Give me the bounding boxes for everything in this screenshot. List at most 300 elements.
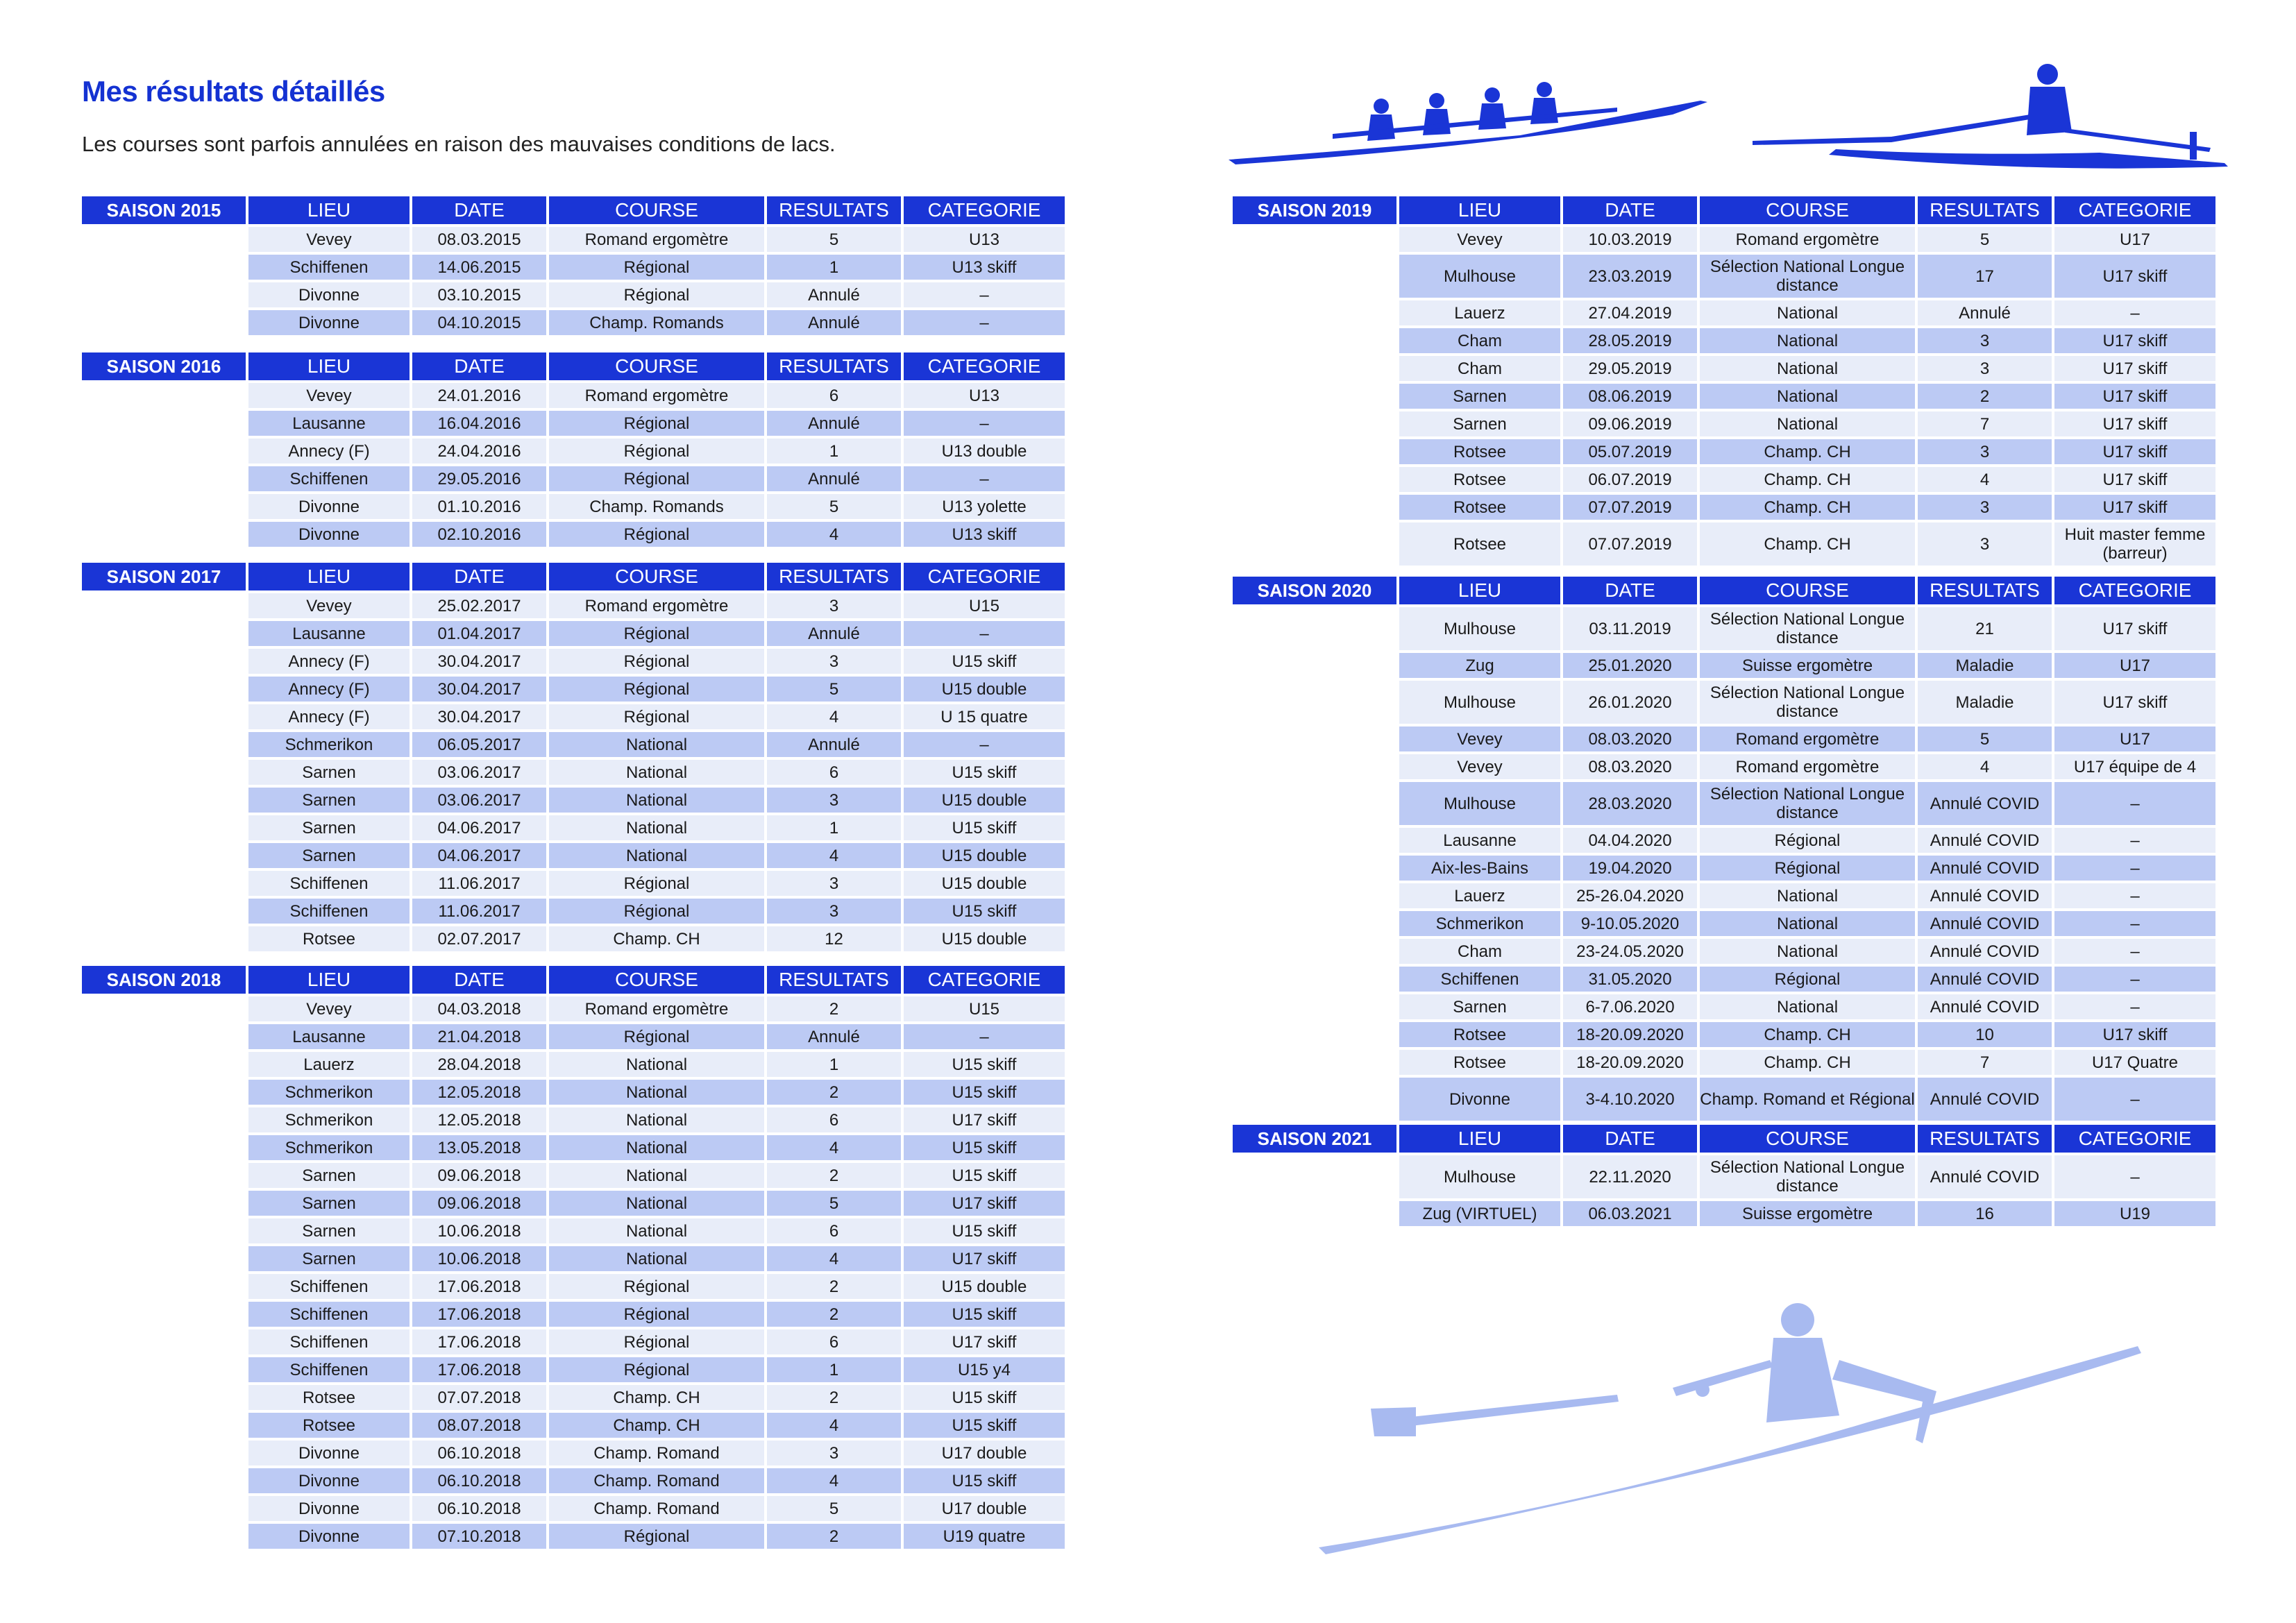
- table-row: [248, 522, 1076, 547]
- cell-resultats: Annulé: [767, 732, 901, 757]
- cell-course: Romand ergomètre: [549, 593, 764, 618]
- table-row: [248, 996, 1076, 1021]
- cell-lieu: Mulhouse: [1399, 255, 1560, 298]
- cell-course: National: [1700, 411, 1915, 436]
- cell-resultats: 4: [767, 1413, 901, 1438]
- cell-categorie: U13 yolette: [904, 494, 1065, 519]
- column-header-categorie: CATEGORIE: [904, 966, 1065, 994]
- cell-date: 06.10.2018: [412, 1496, 546, 1521]
- cell-date: 03.10.2015: [412, 282, 546, 307]
- cell-course: Régional: [549, 1024, 764, 1049]
- cell-date: 07.07.2019: [1563, 495, 1697, 520]
- cell-course: Sélection National Longue distance: [1700, 1155, 1915, 1198]
- cell-course: Régional: [549, 649, 764, 674]
- cell-course: National: [549, 1107, 764, 1132]
- cell-lieu: Sarnen: [248, 815, 410, 840]
- cell-resultats: Annulé COVID: [1918, 1078, 2052, 1121]
- cell-date: 25-26.04.2020: [1563, 883, 1697, 908]
- cell-lieu: Mulhouse: [1399, 1155, 1560, 1198]
- cell-categorie: U17 équipe de 4: [2054, 754, 2215, 779]
- cell-date: 17.06.2018: [412, 1329, 546, 1354]
- cell-lieu: Mulhouse: [1399, 782, 1560, 825]
- cell-date: 10.03.2019: [1563, 227, 1697, 252]
- table-row: [248, 1246, 1076, 1271]
- cell-resultats: 4: [767, 1135, 901, 1160]
- cell-course: National: [549, 1052, 764, 1077]
- cell-lieu: Cham: [1399, 939, 1560, 964]
- column-header-resultats: RESULTATS: [1918, 577, 2052, 604]
- table-row: [1399, 726, 2227, 751]
- cell-lieu: Annecy (F): [248, 677, 410, 702]
- cell-lieu: Schmerikon: [1399, 911, 1560, 936]
- cell-resultats: Annulé: [767, 310, 901, 335]
- table-row: [248, 1191, 1076, 1216]
- table-row: [248, 494, 1076, 519]
- cell-course: Régional: [1700, 856, 1915, 881]
- cell-resultats: Annulé: [767, 282, 901, 307]
- cell-course: National: [1700, 300, 1915, 325]
- column-header-course: COURSE: [1700, 577, 1915, 604]
- cell-course: Romand ergomètre: [1700, 726, 1915, 751]
- cell-date: 27.04.2019: [1563, 300, 1697, 325]
- cell-categorie: U17 skiff: [2054, 328, 2215, 353]
- cell-resultats: 1: [767, 1357, 901, 1382]
- cell-course: National: [1700, 883, 1915, 908]
- cell-lieu: Zug: [1399, 653, 1560, 678]
- cell-categorie: U15 skiff: [904, 1080, 1065, 1105]
- cell-lieu: Divonne: [1399, 1078, 1560, 1121]
- cell-date: 06.07.2019: [1563, 467, 1697, 492]
- cell-resultats: 3: [767, 649, 901, 674]
- cell-lieu: Lausanne: [248, 411, 410, 436]
- table-header: [1233, 196, 2227, 224]
- cell-course: Champ. CH: [1700, 522, 1915, 566]
- cell-resultats: Annulé: [767, 621, 901, 646]
- cell-resultats: 16: [1918, 1201, 2052, 1226]
- table-header: [82, 352, 1076, 380]
- cell-categorie: –: [2054, 782, 2215, 825]
- column-header-resultats: RESULTATS: [767, 352, 901, 380]
- cell-categorie: U13: [904, 383, 1065, 408]
- cell-date: 07.07.2019: [1563, 522, 1697, 566]
- cell-resultats: Annulé COVID: [1918, 1155, 2052, 1198]
- table-row: [248, 704, 1076, 729]
- cell-course: Régional: [549, 466, 764, 491]
- cell-lieu: Divonne: [248, 522, 410, 547]
- cell-lieu: Annecy (F): [248, 704, 410, 729]
- season-label: SAISON 2016: [82, 352, 246, 380]
- cell-course: Sélection National Longue distance: [1700, 255, 1915, 298]
- column-header-lieu: LIEU: [1399, 577, 1560, 604]
- cell-resultats: 1: [767, 439, 901, 464]
- cell-lieu: Divonne: [248, 282, 410, 307]
- season-label: SAISON 2015: [82, 196, 246, 224]
- cell-categorie: –: [2054, 300, 2215, 325]
- column-header-date: DATE: [412, 966, 546, 994]
- cell-categorie: U17 skiff: [2054, 356, 2215, 381]
- column-header-date: DATE: [412, 563, 546, 590]
- cell-date: 19.04.2020: [1563, 856, 1697, 881]
- cell-categorie: U15: [904, 996, 1065, 1021]
- cell-course: National: [549, 1246, 764, 1271]
- table-row: [248, 1274, 1076, 1299]
- cell-date: 17.06.2018: [412, 1274, 546, 1299]
- column-header-resultats: RESULTATS: [767, 563, 901, 590]
- cell-course: Régional: [549, 704, 764, 729]
- table-row: [1399, 828, 2227, 853]
- table-row: [248, 732, 1076, 757]
- season-table-saison-2015: [82, 196, 1076, 338]
- cell-resultats: 5: [767, 1496, 901, 1521]
- cell-date: 17.06.2018: [412, 1357, 546, 1382]
- cell-course: Suisse ergomètre: [1700, 653, 1915, 678]
- rowing-skiff-large-silhouette-icon: [1312, 1298, 2145, 1554]
- cell-course: Suisse ergomètre: [1700, 1201, 1915, 1226]
- column-header-lieu: LIEU: [1399, 1125, 1560, 1153]
- column-header-course: COURSE: [1700, 196, 1915, 224]
- cell-categorie: U13 double: [904, 439, 1065, 464]
- table-row: [248, 1524, 1076, 1549]
- cell-course: Régional: [549, 411, 764, 436]
- cell-lieu: Rotsee: [1399, 1022, 1560, 1047]
- cell-lieu: Lausanne: [1399, 828, 1560, 853]
- cell-resultats: 7: [1918, 411, 2052, 436]
- cell-date: 24.04.2016: [412, 439, 546, 464]
- cell-categorie: –: [2054, 967, 2215, 992]
- cell-course: Romand ergomètre: [1700, 754, 1915, 779]
- table-row: [1399, 1201, 2227, 1226]
- cell-categorie: –: [904, 466, 1065, 491]
- table-row: [1399, 994, 2227, 1019]
- cell-resultats: 5: [767, 227, 901, 252]
- cell-course: Régional: [549, 899, 764, 924]
- cell-date: 25.01.2020: [1563, 653, 1697, 678]
- cell-categorie: –: [2054, 856, 2215, 881]
- table-row: [248, 1107, 1076, 1132]
- cell-resultats: 6: [767, 383, 901, 408]
- table-row: [1399, 911, 2227, 936]
- cell-resultats: 3: [1918, 439, 2052, 464]
- table-row: [248, 1052, 1076, 1077]
- cell-resultats: 21: [1918, 607, 2052, 650]
- cell-resultats: 5: [767, 1191, 901, 1216]
- cell-lieu: Schmerikon: [248, 1107, 410, 1132]
- cell-date: 6-7.06.2020: [1563, 994, 1697, 1019]
- table-row: [1399, 1022, 2227, 1047]
- table-row: [1399, 754, 2227, 779]
- cell-date: 03.06.2017: [412, 788, 546, 813]
- table-header: [82, 196, 1076, 224]
- cell-resultats: 4: [767, 1246, 901, 1271]
- cell-course: Régional: [549, 621, 764, 646]
- table-row: [248, 788, 1076, 813]
- cell-lieu: Cham: [1399, 356, 1560, 381]
- cell-course: National: [1700, 911, 1915, 936]
- cell-categorie: U15 skiff: [904, 1163, 1065, 1188]
- cell-categorie: –: [904, 621, 1065, 646]
- column-header-resultats: RESULTATS: [767, 966, 901, 994]
- cell-resultats: 6: [767, 760, 901, 785]
- cell-lieu: Schiffenen: [248, 1329, 410, 1354]
- cell-lieu: Vevey: [248, 383, 410, 408]
- cell-course: Champ. Romands: [549, 310, 764, 335]
- table-row: [248, 1413, 1076, 1438]
- cell-resultats: Annulé COVID: [1918, 939, 2052, 964]
- column-header-course: COURSE: [549, 563, 764, 590]
- cell-resultats: Annulé: [767, 411, 901, 436]
- cell-lieu: Schmerikon: [248, 1135, 410, 1160]
- table-row: [248, 815, 1076, 840]
- table-row: [248, 1135, 1076, 1160]
- cell-categorie: U 15 quatre: [904, 704, 1065, 729]
- cell-lieu: Sarnen: [1399, 411, 1560, 436]
- cell-lieu: Divonne: [248, 1524, 410, 1549]
- column-header-categorie: CATEGORIE: [904, 352, 1065, 380]
- column-header-categorie: CATEGORIE: [904, 563, 1065, 590]
- cell-date: 17.06.2018: [412, 1302, 546, 1327]
- cell-course: Champ. Romand: [549, 1441, 764, 1465]
- season-label: SAISON 2017: [82, 563, 246, 590]
- cell-categorie: U15 skiff: [904, 1135, 1065, 1160]
- cell-course: Champ. CH: [1700, 495, 1915, 520]
- column-header-date: DATE: [1563, 1125, 1697, 1153]
- table-row: [1399, 1155, 2227, 1198]
- table-header: [82, 966, 1076, 994]
- table-row: [1399, 467, 2227, 492]
- cell-course: Régional: [549, 677, 764, 702]
- table-row: [248, 1163, 1076, 1188]
- cell-categorie: –: [904, 282, 1065, 307]
- cell-categorie: U17: [2054, 726, 2215, 751]
- table-row: [248, 1441, 1076, 1465]
- rowing-single-silhouette-icon: [1753, 59, 2231, 170]
- cell-categorie: U15 skiff: [904, 1218, 1065, 1243]
- table-row: [248, 227, 1076, 252]
- cell-resultats: 5: [1918, 227, 2052, 252]
- cell-date: 09.06.2019: [1563, 411, 1697, 436]
- cell-resultats: 7: [1918, 1050, 2052, 1075]
- cell-categorie: U17 skiff: [2054, 411, 2215, 436]
- cell-lieu: Vevey: [248, 996, 410, 1021]
- cell-lieu: Vevey: [1399, 754, 1560, 779]
- cell-resultats: 1: [767, 815, 901, 840]
- cell-date: 06.10.2018: [412, 1468, 546, 1493]
- cell-categorie: U17 skiff: [2054, 607, 2215, 650]
- column-header-date: DATE: [1563, 196, 1697, 224]
- cell-lieu: Rotsee: [248, 926, 410, 951]
- cell-categorie: U17 skiff: [2054, 439, 2215, 464]
- cell-course: Champ. CH: [549, 1385, 764, 1410]
- season-table-saison-2020: [1233, 577, 2227, 1123]
- cell-resultats: 3: [767, 871, 901, 896]
- cell-date: 02.07.2017: [412, 926, 546, 951]
- cell-categorie: U15 double: [904, 788, 1065, 813]
- cell-categorie: U15 y4: [904, 1357, 1065, 1382]
- cell-course: Champ. CH: [1700, 439, 1915, 464]
- cell-lieu: Divonne: [248, 310, 410, 335]
- table-row: [248, 621, 1076, 646]
- column-header-categorie: CATEGORIE: [904, 196, 1065, 224]
- cell-date: 12.05.2018: [412, 1080, 546, 1105]
- cell-date: 21.04.2018: [412, 1024, 546, 1049]
- cell-lieu: Schiffenen: [1399, 967, 1560, 992]
- cell-categorie: U17 skiff: [2054, 384, 2215, 409]
- cell-lieu: Rotsee: [1399, 495, 1560, 520]
- cell-date: 08.06.2019: [1563, 384, 1697, 409]
- cell-course: Régional: [549, 282, 764, 307]
- cell-categorie: U17 double: [904, 1496, 1065, 1521]
- column-header-course: COURSE: [549, 352, 764, 380]
- cell-resultats: Annulé COVID: [1918, 994, 2052, 1019]
- cell-date: 08.03.2020: [1563, 754, 1697, 779]
- cell-lieu: Annecy (F): [248, 439, 410, 464]
- cell-lieu: Divonne: [248, 1441, 410, 1465]
- column-header-date: DATE: [412, 352, 546, 380]
- cell-categorie: Huit master femme (barreur): [2054, 522, 2215, 566]
- cell-resultats: 5: [1918, 726, 2052, 751]
- cell-categorie: U17: [2054, 653, 2215, 678]
- cell-date: 16.04.2016: [412, 411, 546, 436]
- cell-date: 30.04.2017: [412, 677, 546, 702]
- table-row: [1399, 939, 2227, 964]
- cell-lieu: Schiffenen: [248, 466, 410, 491]
- cell-resultats: 4: [767, 522, 901, 547]
- cell-categorie: U15 skiff: [904, 649, 1065, 674]
- table-row: [1399, 439, 2227, 464]
- cell-course: Champ. CH: [1700, 1022, 1915, 1047]
- cell-lieu: Divonne: [248, 1468, 410, 1493]
- table-row: [1399, 411, 2227, 436]
- table-row: [248, 1468, 1076, 1493]
- cell-course: Champ. CH: [1700, 1050, 1915, 1075]
- cell-course: Champ. Romand: [549, 1496, 764, 1521]
- cell-lieu: Schiffenen: [248, 1302, 410, 1327]
- cell-resultats: 4: [1918, 754, 2052, 779]
- cell-course: National: [549, 1135, 764, 1160]
- cell-course: Régional: [549, 522, 764, 547]
- cell-course: Régional: [549, 1357, 764, 1382]
- cell-date: 28.05.2019: [1563, 328, 1697, 353]
- cell-course: Champ. Romands: [549, 494, 764, 519]
- table-row: [248, 1218, 1076, 1243]
- page-subtitle: Les courses sont parfois annulées en raison des mauvaises conditions de lacs.: [82, 132, 836, 156]
- cell-course: National: [549, 1080, 764, 1105]
- cell-date: 30.04.2017: [412, 704, 546, 729]
- cell-resultats: Maladie: [1918, 653, 2052, 678]
- column-header-date: DATE: [1563, 577, 1697, 604]
- column-header-course: COURSE: [1700, 1125, 1915, 1153]
- cell-course: National: [1700, 939, 1915, 964]
- cell-date: 06.10.2018: [412, 1441, 546, 1465]
- cell-date: 12.05.2018: [412, 1107, 546, 1132]
- cell-course: National: [549, 843, 764, 868]
- cell-course: National: [1700, 384, 1915, 409]
- cell-resultats: 2: [767, 1080, 901, 1105]
- cell-lieu: Sarnen: [248, 843, 410, 868]
- cell-course: Régional: [1700, 828, 1915, 853]
- table-row: [1399, 328, 2227, 353]
- table-row: [248, 593, 1076, 618]
- table-header: [1233, 1125, 2227, 1153]
- table-row: [248, 871, 1076, 896]
- cell-categorie: –: [904, 411, 1065, 436]
- cell-lieu: Rotsee: [248, 1413, 410, 1438]
- cell-date: 09.06.2018: [412, 1163, 546, 1188]
- cell-date: 26.01.2020: [1563, 681, 1697, 724]
- table-row: [248, 760, 1076, 785]
- cell-date: 07.10.2018: [412, 1524, 546, 1549]
- season-label: SAISON 2018: [82, 966, 246, 994]
- cell-lieu: Rotsee: [1399, 1050, 1560, 1075]
- cell-resultats: 5: [767, 494, 901, 519]
- cell-resultats: 6: [767, 1107, 901, 1132]
- cell-date: 11.06.2017: [412, 899, 546, 924]
- table-header: [1233, 577, 2227, 604]
- column-header-resultats: RESULTATS: [1918, 1125, 2052, 1153]
- cell-lieu: Rotsee: [1399, 467, 1560, 492]
- cell-lieu: Lauerz: [1399, 300, 1560, 325]
- cell-lieu: Sarnen: [248, 1218, 410, 1243]
- cell-categorie: –: [904, 732, 1065, 757]
- cell-date: 09.06.2018: [412, 1191, 546, 1216]
- table-row: [248, 1357, 1076, 1382]
- cell-date: 29.05.2019: [1563, 356, 1697, 381]
- cell-categorie: –: [904, 310, 1065, 335]
- cell-categorie: U15 skiff: [904, 1468, 1065, 1493]
- cell-course: National: [1700, 356, 1915, 381]
- cell-date: 23.03.2019: [1563, 255, 1697, 298]
- table-row: [1399, 495, 2227, 520]
- cell-course: Romand ergomètre: [1700, 227, 1915, 252]
- cell-course: Régional: [549, 439, 764, 464]
- cell-lieu: Schiffenen: [248, 1357, 410, 1382]
- season-table-saison-2021: [1233, 1125, 2227, 1229]
- cell-categorie: U15 double: [904, 843, 1065, 868]
- table-row: [1399, 1078, 2227, 1121]
- cell-lieu: Zug (VIRTUEL): [1399, 1201, 1560, 1226]
- cell-resultats: 3: [767, 788, 901, 813]
- cell-resultats: Annulé: [767, 1024, 901, 1049]
- table-row: [248, 1329, 1076, 1354]
- cell-date: 08.07.2018: [412, 1413, 546, 1438]
- cell-course: National: [1700, 994, 1915, 1019]
- table-row: [248, 926, 1076, 951]
- cell-course: National: [549, 1163, 764, 1188]
- table-row: [248, 466, 1076, 491]
- cell-lieu: Lausanne: [248, 1024, 410, 1049]
- cell-lieu: Rotsee: [1399, 439, 1560, 464]
- cell-resultats: Annulé COVID: [1918, 967, 2052, 992]
- table-row: [1399, 967, 2227, 992]
- cell-resultats: 10: [1918, 1022, 2052, 1047]
- cell-lieu: Annecy (F): [248, 649, 410, 674]
- season-label: SAISON 2019: [1233, 196, 1396, 224]
- cell-course: Régional: [549, 1274, 764, 1299]
- table-row: [248, 1080, 1076, 1105]
- cell-categorie: U13: [904, 227, 1065, 252]
- table-row: [248, 383, 1076, 408]
- cell-categorie: U13 skiff: [904, 255, 1065, 280]
- cell-date: 04.03.2018: [412, 996, 546, 1021]
- cell-categorie: U13 skiff: [904, 522, 1065, 547]
- cell-course: National: [549, 815, 764, 840]
- cell-course: National: [549, 788, 764, 813]
- column-header-resultats: RESULTATS: [767, 196, 901, 224]
- cell-date: 04.04.2020: [1563, 828, 1697, 853]
- table-row: [1399, 607, 2227, 650]
- cell-resultats: Maladie: [1918, 681, 2052, 724]
- cell-lieu: Aix-les-Bains: [1399, 856, 1560, 881]
